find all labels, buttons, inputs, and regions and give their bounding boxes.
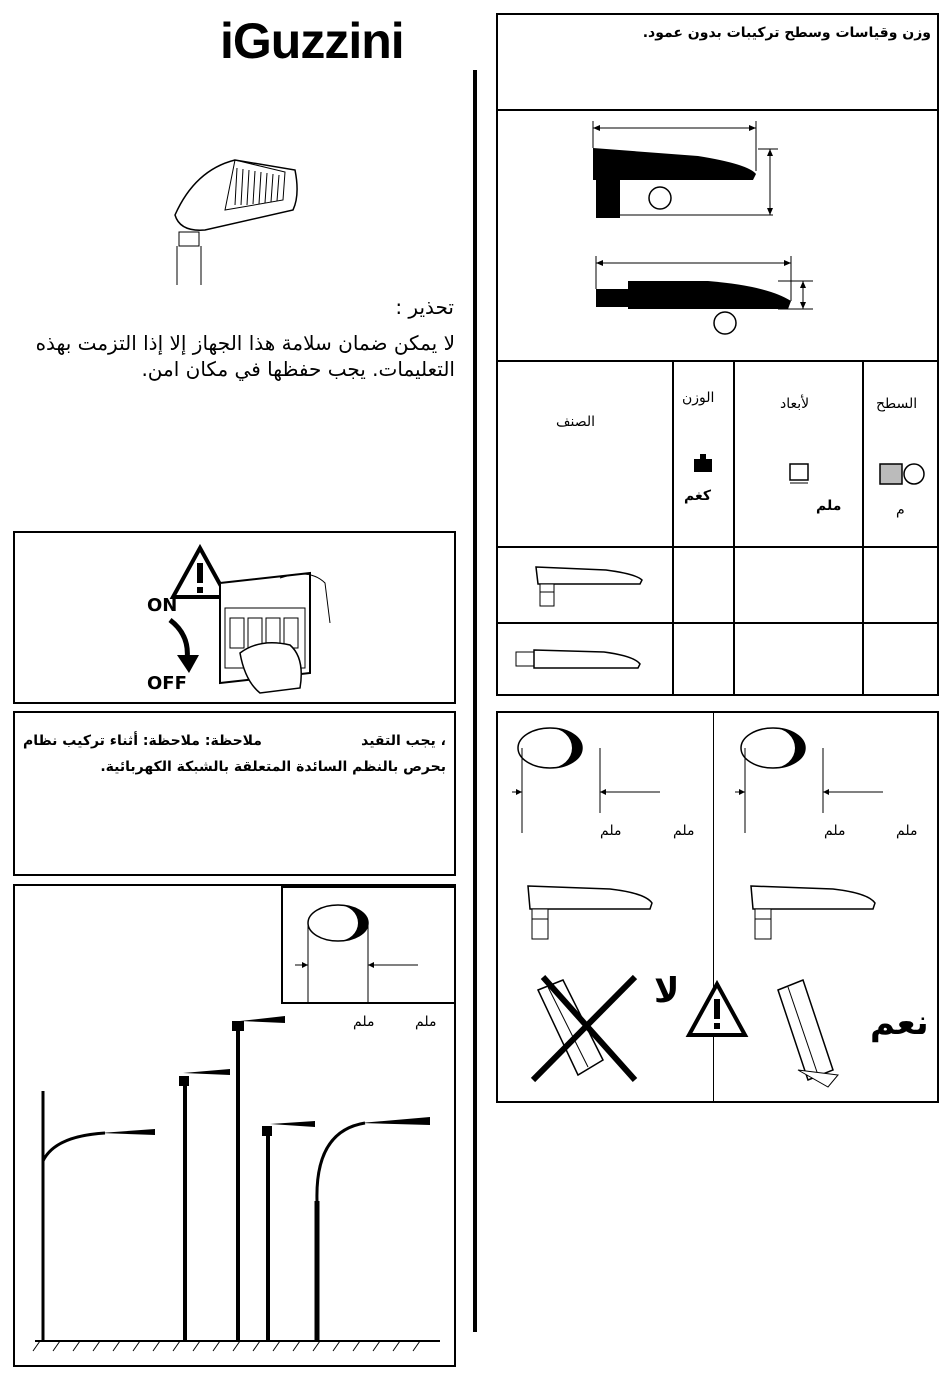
dimension-drawing-2 [588, 251, 818, 341]
pole-variants-illustration [25, 1021, 445, 1366]
mount-left-luminaire [520, 881, 660, 943]
wrong-mount-illustration [523, 975, 643, 1085]
note-line-1b: ، يجب التقيد [361, 733, 446, 749]
left-unit-1: ملم [673, 823, 695, 839]
col-type-header: الصنف [556, 414, 596, 430]
spec-row-divider-2 [498, 622, 937, 624]
warning-body: لا يمكن ضمان سلامة هذا الجهاز إلا إذا التزمت بهذه التعليمات. يجب حفظها في مكان امن. [35, 331, 455, 381]
mounting-divider [713, 713, 714, 1101]
pole-top-detail [281, 886, 456, 1004]
caution-icon [686, 981, 748, 1039]
pole-panel [13, 884, 456, 1367]
spec-col-divider-2 [733, 362, 735, 694]
surface-icon [878, 462, 928, 488]
correct-mount-illustration [758, 975, 848, 1090]
pole-top-illustration [293, 903, 433, 1003]
note-line-2: بحرص بالنظم السائدة المتعلقة بالشبكة الكهربائية. [100, 759, 446, 775]
spec-table [496, 360, 939, 696]
pole-unit-b: ملم [353, 1014, 375, 1030]
weight-icon [692, 454, 714, 474]
warning-title: تحذير : [395, 295, 454, 319]
type-row-1-illustration [526, 562, 646, 612]
spec-col-divider-3 [862, 362, 864, 694]
off-label: OFF [147, 673, 187, 694]
switch-panel [13, 531, 456, 704]
col-surface-unit: م [896, 502, 905, 518]
dimensions-header [496, 13, 939, 111]
dimensions-icon [788, 462, 812, 484]
pole-top-right-illustration [733, 718, 913, 838]
right-unit-2: ملم [824, 823, 846, 839]
spec-row-divider-1 [498, 546, 937, 548]
mount-right-luminaire [743, 881, 883, 943]
on-label: ON [147, 595, 178, 616]
rotate-arrow-icon [165, 615, 205, 675]
note-line-1: ملاحظة: ملاحظة: أثناء تركيب نظام [23, 733, 262, 749]
left-unit-2: ملم [600, 823, 622, 839]
col-dims-unit: ملم [816, 498, 842, 514]
yes-label: نعم [870, 1003, 929, 1043]
col-surface-header: السطح [876, 396, 918, 412]
luminaire-illustration [165, 150, 315, 285]
brand-logo: iGuzzini [220, 13, 404, 69]
switch-box-illustration [200, 563, 350, 698]
dimension-drawing-1 [578, 116, 798, 226]
right-unit-1: ملم [896, 823, 918, 839]
spec-col-divider-1 [672, 362, 674, 694]
mounting-panel [496, 711, 939, 1103]
type-row-2-illustration [514, 642, 644, 672]
note-panel [13, 711, 456, 876]
no-label: لا [654, 971, 680, 1011]
col-dims-header: لأبعاد [780, 396, 810, 412]
col-weight-unit: كغم [684, 488, 712, 504]
dimensions-title: وزن وقياسات وسطح تركيبات بدون عمود. [642, 25, 931, 41]
col-weight-header: الوزن [682, 390, 715, 406]
dimensions-diagram [496, 109, 939, 362]
pole-unit-a: ملم [415, 1014, 437, 1030]
column-divider [473, 70, 477, 1332]
pole-top-left-illustration [510, 718, 690, 838]
